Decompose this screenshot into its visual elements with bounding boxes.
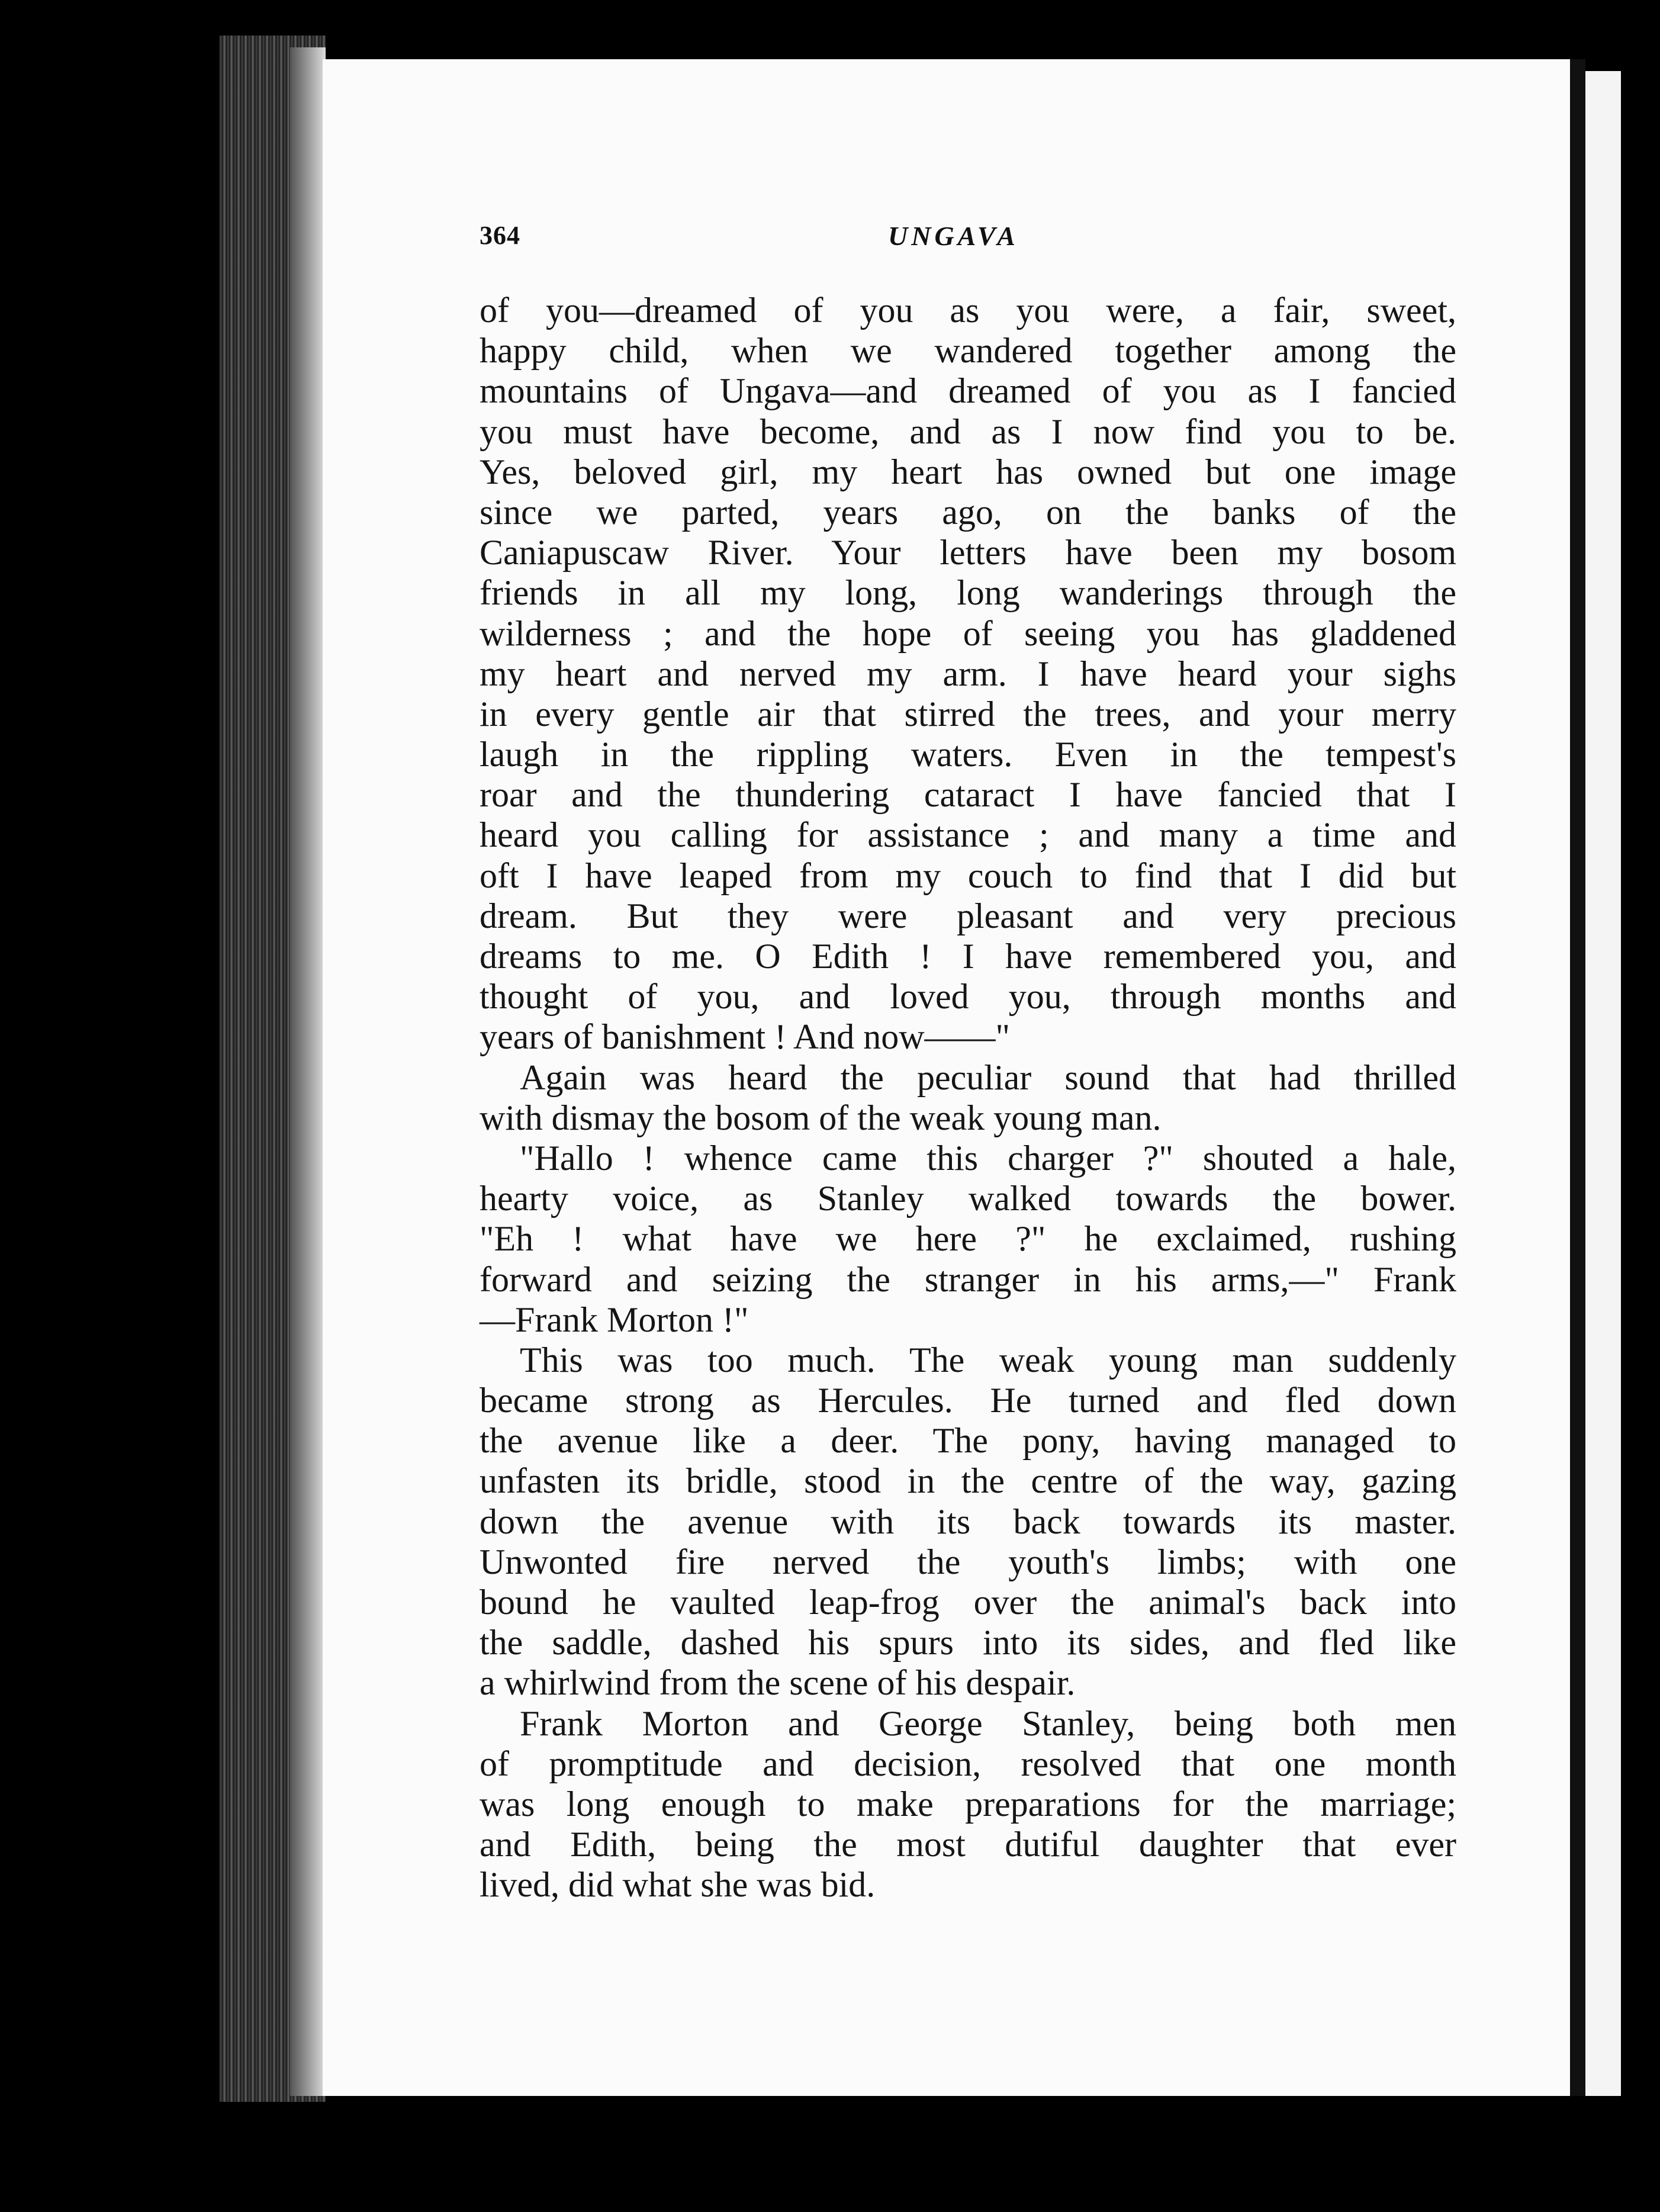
body-text [480,290,1456,1905]
text-line: Again was heard the peculiar sound that had thrilled [520,1057,1456,1097]
text-line: hearty voice, as Stanley walked towards the bower. [480,1179,1456,1218]
text-line: Yes, beloved girl, my heart has owned but one image [480,452,1456,491]
text-line: my heart and nerved my arm. I have heard your sighs [480,654,1456,693]
text-line: the avenue like a deer. The pony, having managed to [480,1421,1456,1461]
text-line: was long enough to make preparations for the marriage; [480,1784,1456,1824]
page-gutter [1570,59,1585,2096]
text-line: of promptitude and decision, resolved that one month [480,1744,1456,1783]
text-line: dream. But they were pleasant and very precious [480,896,1456,935]
text-line: years of banishment ! And now——" [480,1017,1011,1057]
page-header [480,220,1456,262]
book-page-edges-highlight [290,47,326,2096]
text-line: with dismay the bosom of the weak young man. [480,1098,1162,1137]
text-line: became strong as Hercules. He turned and fled down [480,1381,1456,1420]
text-line: dreams to me. O Edith ! I have remembered you, and [480,937,1456,976]
facing-page-edge [1585,71,1621,2096]
text-line: This was too much. The weak young man suddenly [520,1340,1456,1380]
text-line: mountains of Ungava—and dreamed of you as I fancied [480,371,1456,411]
running-head: UNGAVA [888,221,1019,251]
text-line: Unwonted fire nerved the youth's limbs; with one [480,1542,1456,1581]
text-line: laugh in the rippling waters. Even in the tempest's [480,735,1456,774]
text-line: since we parted, years ago, on the banks of the [480,492,1456,532]
page-number: 364 [480,221,520,250]
text-line: a whirlwind from the scene of his despair. [480,1663,1076,1703]
text-line: oft I have leaped from my couch to find that I did but [480,856,1456,895]
text-line: "Eh ! what have we here ?" he exclaimed, rushing [480,1219,1456,1259]
text-line: Frank Morton and George Stanley, being both men [520,1703,1456,1743]
text-line: unfasten its bridle, stood in the centre of the way, gazing [480,1461,1456,1501]
text-line: friends in all my long, long wanderings through the [480,573,1456,613]
text-line: heard you calling for assistance ; and many a time and [480,815,1456,855]
text-line: the saddle, dashed his spurs into its sides, and fled like [480,1623,1456,1663]
text-line: "Hallo ! whence came this charger ?" shouted a hale, [520,1138,1456,1178]
text-line: forward and seizing the stranger in his arms,—" Frank [480,1259,1456,1299]
text-line: down the avenue with its back towards its master. [480,1502,1456,1541]
text-line: bound he vaulted leap-frog over the animal's back into [480,1583,1456,1622]
text-line: Caniapuscaw River. Your letters have been my bosom [480,533,1456,573]
text-line: wilderness ; and the hope of seeing you has gladdened [480,613,1456,653]
text-line: in every gentle air that stirred the trees, and your merry [480,694,1456,734]
text-line: roar and the thundering cataract I have fancied that I [480,775,1456,815]
text-line: and Edith, being the most dutiful daughter that ever [480,1825,1456,1864]
text-line: thought of you, and loved you, through months and [480,977,1456,1017]
text-line: —Frank Morton !" [480,1300,749,1339]
text-line: lived, did what she was bid. [480,1865,876,1905]
text-line: happy child, when we wandered together among the [480,331,1456,371]
text-line: of you—dreamed of you as you were, a fair, sweet, [480,291,1456,330]
text-line: you must have become, and as I now find you to be. [480,411,1456,451]
